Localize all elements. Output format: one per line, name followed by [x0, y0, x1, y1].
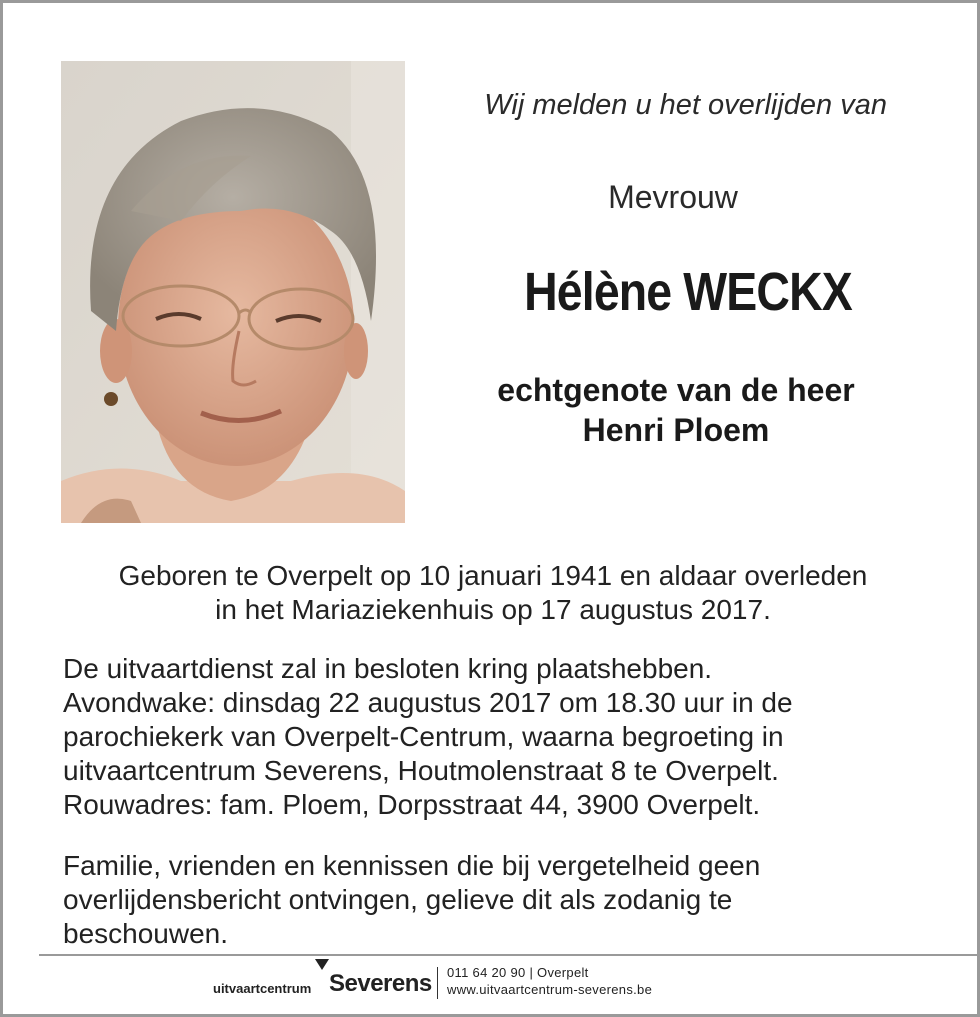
footer-divider	[39, 954, 977, 956]
text-line: Avondwake: dinsdag 22 augustus 2017 om 18.30 uur in de	[63, 687, 793, 718]
deceased-name: Hélène WECKX	[524, 262, 852, 322]
logo-brand-text: Severens	[329, 970, 432, 997]
spouse-info	[433, 370, 919, 450]
text-line: overlijdensbericht ontvingen, gelieve dit als zodanig te	[63, 884, 733, 915]
text-line: Familie, vrienden en kennissen die bij vergetelheid geen	[63, 850, 761, 881]
text-line: Rouwadres: fam. Ploem, Dorpsstraat 44, 3900 Overpelt.	[63, 789, 761, 820]
footer	[3, 959, 977, 1009]
birth-line: Geboren te Overpelt op 10 januari 1941 en aldaar overleden	[118, 560, 868, 591]
contact-phone: 011 64 20 90 | Overpelt	[447, 965, 589, 980]
salutation: Mevrouw	[608, 179, 738, 215]
text-line: uitvaartcentrum Severens, Houtmolenstraat 8 te Overpelt.	[63, 755, 779, 786]
spouse-name: Henri Ploem	[582, 412, 770, 448]
family-note	[63, 849, 943, 951]
logo-triangle-icon	[315, 959, 329, 970]
spouse-line: echtgenote van de heer	[497, 372, 855, 408]
footer-separator	[437, 967, 438, 999]
death-line: in het Mariaziekenhuis op 17 augustus 2017.	[215, 594, 771, 625]
intro-text: Wij melden u het overlijden van	[484, 89, 887, 121]
contact-website: www.uitvaartcentrum-severens.be	[447, 982, 653, 997]
portrait-photo	[61, 61, 405, 523]
birth-death-info	[43, 559, 943, 627]
text-line: De uitvaartdienst zal in besloten kring plaatshebben.	[63, 653, 713, 684]
logo-small-text: uitvaartcentrum	[213, 981, 312, 996]
text-line: beschouwen.	[63, 918, 229, 949]
text-line: parochiekerk van Overpelt-Centrum, waarna begroeting in	[63, 721, 784, 752]
funeral-details	[63, 652, 943, 822]
